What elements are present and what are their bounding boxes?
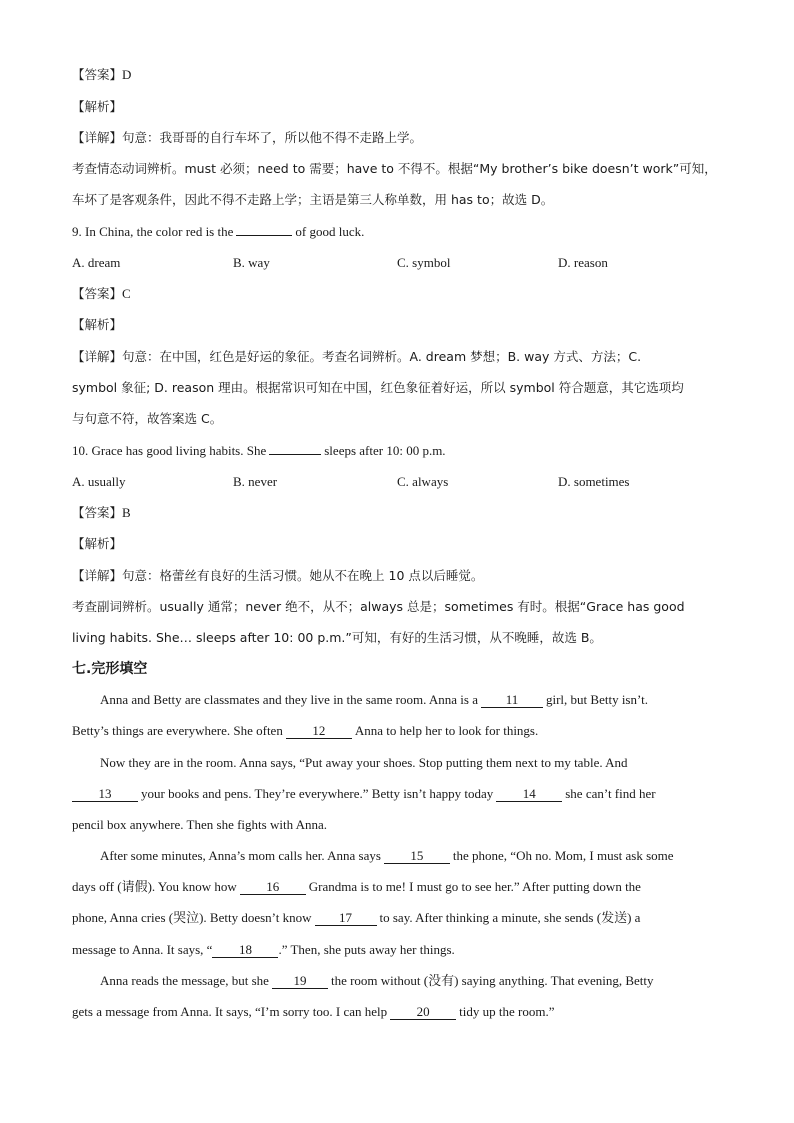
q8-detail-line-1 bbox=[72, 129, 724, 147]
stem-after: of good luck. bbox=[295, 224, 365, 239]
cloze-p4-line-1 bbox=[100, 972, 724, 990]
cloze-text: the phone, “Oh no. Mom, I must ask some bbox=[452, 848, 674, 863]
analysis-tag: 【解析】 bbox=[72, 317, 123, 332]
stem-before: 9. In China, the color red is the bbox=[72, 224, 234, 239]
cloze-text: to say. After thinking a minute, she sends (发送) a bbox=[379, 910, 641, 925]
answer-letter: D bbox=[122, 67, 132, 82]
detail-tag: 【详解】 bbox=[72, 568, 123, 583]
cloze-blank-11: 11 bbox=[481, 693, 543, 708]
stem-after: sleeps after 10: 00 p.m. bbox=[324, 443, 446, 458]
cloze-text: the room without (没有) saying anything. That evening, Betty bbox=[330, 973, 654, 988]
cloze-text: .” Then, she puts away her things. bbox=[278, 942, 455, 957]
cloze-p4-line-2 bbox=[72, 1003, 724, 1021]
answer-letter: B bbox=[122, 505, 131, 520]
cloze-text: message to Anna. It says, “ bbox=[72, 942, 213, 957]
cloze-p3-line-4 bbox=[72, 941, 724, 959]
cloze-text: she can’t find her bbox=[565, 786, 656, 801]
cloze-p3-line-3 bbox=[72, 909, 724, 927]
q10-detail-line-2: 考查副词辨析。usually 通常；never 绝不，从不；always 总是；sometimes 有时。根据“Grace has good bbox=[72, 599, 685, 614]
q10-analysis-line bbox=[72, 535, 724, 553]
q8-analysis-line bbox=[72, 98, 724, 116]
cloze-text: tidy up the room.” bbox=[459, 1004, 555, 1019]
q9-detail-line-3: 与句意不符，故答案选 C。 bbox=[72, 411, 223, 426]
q10-option-c: C. always bbox=[397, 474, 449, 489]
q9-detail-line-1 bbox=[72, 348, 724, 366]
cloze-p1-line-1 bbox=[100, 691, 724, 709]
detail-tag: 【详解】 bbox=[72, 130, 123, 145]
q9-option-a: A. dream bbox=[72, 255, 121, 270]
answer-tag: 【答案】 bbox=[72, 286, 123, 301]
cloze-text: gets a message from Anna. It says, “I’m sorry too. I can help bbox=[72, 1004, 388, 1019]
cloze-text: Anna to help her to look for things. bbox=[354, 723, 539, 738]
q9-stem bbox=[72, 223, 724, 241]
q10-detail-line-3: living habits. She… sleeps after 10: 00 p.m.”可知，有好的生活习惯，从不晚睡，故选 B。 bbox=[72, 630, 602, 645]
answer-tag: 【答案】 bbox=[72, 505, 123, 520]
analysis-tag: 【解析】 bbox=[72, 99, 123, 114]
detail-tag: 【详解】 bbox=[72, 349, 123, 364]
q8-answer-line bbox=[72, 66, 724, 84]
cloze-p3-line-1 bbox=[100, 847, 724, 865]
cloze-text: Grandma is to me! I must go to see her.” After putting down the bbox=[308, 879, 641, 894]
cloze-blank-17: 17 bbox=[315, 911, 377, 926]
cloze-blank-16: 16 bbox=[240, 880, 306, 895]
cloze-text: Anna and Betty are classmates and they live in the same room. Anna is a bbox=[100, 692, 478, 707]
answer-letter: C bbox=[122, 286, 131, 301]
answer-tag: 【答案】 bbox=[72, 67, 123, 82]
cloze-text: After some minutes, Anna’s mom calls her. Anna says bbox=[100, 848, 381, 863]
q9-detail-line-2: symbol 象征; D. reason 理由。根据常识可知在中国，红色象征着好运，所以 symbol 符合题意，其它选项均 bbox=[72, 380, 684, 395]
q9-option-d: D. reason bbox=[558, 255, 608, 270]
cloze-blank-20: 20 bbox=[390, 1005, 456, 1020]
cloze-text: girl, but Betty isn’t. bbox=[545, 692, 648, 707]
cloze-p1-line-2 bbox=[72, 722, 724, 740]
cloze-p3-line-2 bbox=[72, 878, 724, 896]
cloze-blank-13: 13 bbox=[72, 787, 138, 802]
cloze-p2-line-3: pencil box anywhere. Then she fights with Anna. bbox=[72, 817, 328, 832]
q8-detail-line-3: 车坏了是客观条件，因此不得不走路上学；主语是第三人称单数，用 has to；故选 D。 bbox=[72, 192, 554, 207]
cloze-blank-12: 12 bbox=[286, 724, 352, 739]
q10-stem bbox=[72, 442, 724, 460]
stem-before: 10. Grace has good living habits. She bbox=[72, 443, 267, 458]
q9-answer-line bbox=[72, 285, 724, 303]
cloze-blank-14: 14 bbox=[496, 787, 562, 802]
answer-blank bbox=[269, 454, 321, 455]
q9-option-c: C. symbol bbox=[397, 255, 451, 270]
q10-option-d: D. sometimes bbox=[558, 474, 630, 489]
cloze-text: days off (请假). You know how bbox=[72, 879, 237, 894]
cloze-blank-19: 19 bbox=[272, 974, 328, 989]
detail-text: 句意：在中国，红色是好运的象征。考查名词辨析。A. dream 梦想；B. way 方式、方法；C. bbox=[122, 349, 642, 364]
q8-detail-line-2: 考查情态动词辨析。must 必须；need to 需要；have to 不得不。根据“My brother’s bike doesn’t work”可知， bbox=[72, 161, 717, 176]
q9-analysis-line bbox=[72, 316, 724, 334]
detail-text: 句意：格蕾丝有良好的生活习惯。她从不在晚上 10 点以后睡觉。 bbox=[122, 568, 484, 583]
section-title: 七.完形填空 bbox=[72, 661, 148, 677]
q9-option-b: B. way bbox=[233, 255, 270, 270]
q10-detail-line-1 bbox=[72, 567, 724, 585]
cloze-blank-18: 18 bbox=[212, 943, 278, 958]
q10-option-b: B. never bbox=[233, 474, 278, 489]
analysis-tag: 【解析】 bbox=[72, 536, 123, 551]
q10-option-a: A. usually bbox=[72, 474, 126, 489]
cloze-text: phone, Anna cries (哭泣). Betty doesn’t know bbox=[72, 910, 312, 925]
cloze-text: Anna reads the message, but she bbox=[100, 973, 269, 988]
answer-blank bbox=[236, 235, 292, 236]
detail-text: 句意：我哥哥的自行车坏了，所以他不得不走路上学。 bbox=[122, 130, 423, 145]
q10-answer-line bbox=[72, 504, 724, 522]
cloze-text: Betty’s things are everywhere. She often bbox=[72, 723, 283, 738]
cloze-blank-15: 15 bbox=[384, 849, 450, 864]
cloze-p2-line-2 bbox=[72, 785, 724, 803]
cloze-text: your books and pens. They’re everywhere.” Betty isn’t happy today bbox=[141, 786, 494, 801]
cloze-p2-line-1: Now they are in the room. Anna says, “Put away your shoes. Stop putting them next to my table. And bbox=[100, 755, 628, 770]
